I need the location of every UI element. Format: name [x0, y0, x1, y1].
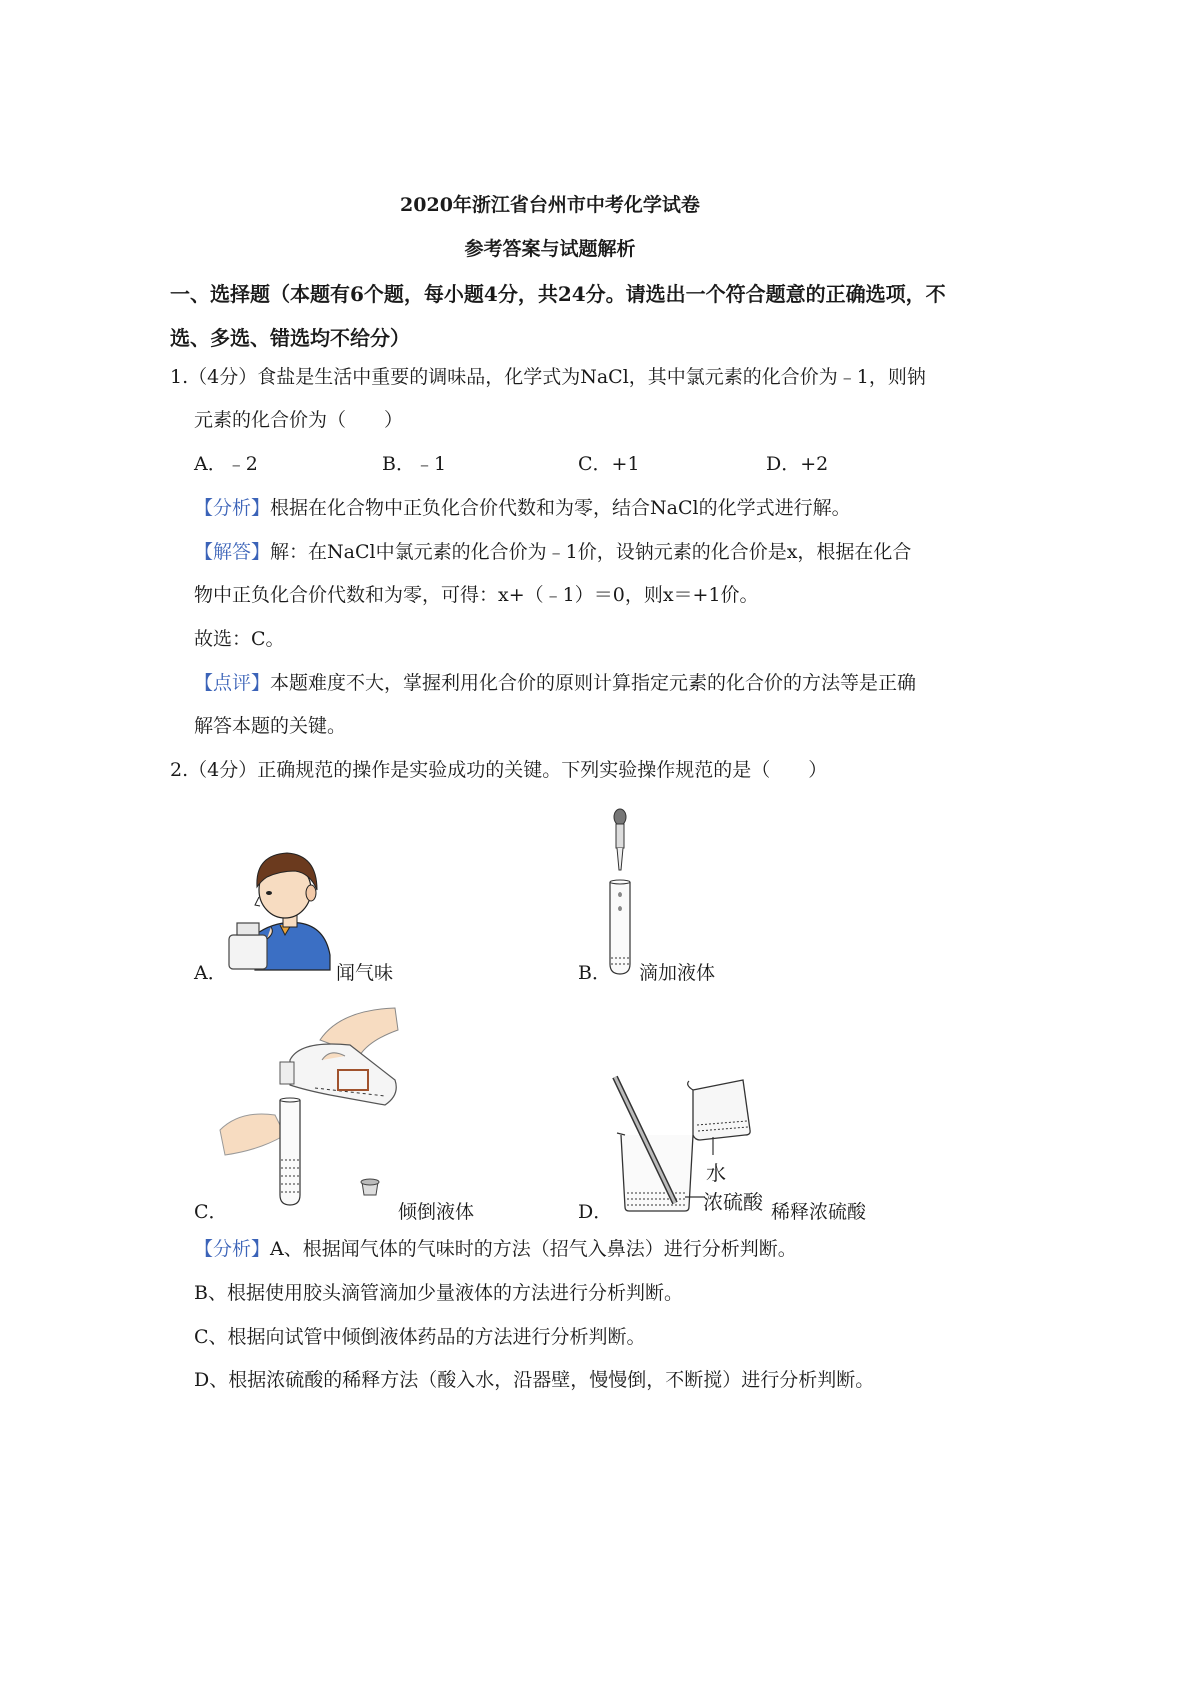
section-heading-line2: 选、多选、错选均不给分）	[170, 326, 410, 350]
q1-option-b: B．﹣1	[382, 453, 447, 475]
q1-answer-line1: 【解答】解：在NaCl中氯元素的化合价为﹣1价，设钠元素的化合价是x，根据在化合	[194, 541, 912, 563]
comment-tag: 【点评】	[194, 672, 271, 694]
figure-dropper	[600, 808, 640, 978]
q2-analysis-c: C、根据向试管中倾倒液体药品的方法进行分析判断。	[194, 1326, 646, 1348]
figure-d-label-acid: 浓硫酸	[703, 1190, 763, 1214]
figure-c-letter: C．	[194, 1201, 228, 1223]
page-title: 2020年浙江省台州市中考化学试卷	[400, 194, 700, 216]
figure-a-caption: 闻气味	[336, 962, 394, 984]
figure-d-caption: 稀释浓硫酸	[771, 1201, 867, 1223]
figure-d-letter: D．	[578, 1201, 613, 1223]
q1-stem-line1: 1.（4分）食盐是生活中重要的调味品，化学式为NaCl，其中氯元素的化合价为﹣1，则钠	[170, 366, 926, 388]
section-heading-line1: 一、选择题（本题有6个题，每小题4分，共24分。请选出一个符合题意的正确选项，不	[170, 282, 946, 306]
q1-choice: 故选：C。	[194, 628, 285, 650]
answer-tag: 【解答】	[194, 541, 271, 563]
figure-d-label-water: 水	[706, 1161, 726, 1185]
q1-option-a: A．﹣2	[194, 453, 258, 475]
q2-stem: 2.（4分）正确规范的操作是实验成功的关键。下列实验操作规范的是（ ）	[170, 759, 828, 781]
figure-b-letter: B．	[578, 962, 611, 984]
q2-analysis-d: D、根据浓硫酸的稀释方法（酸入水，沿器壁，慢慢倒，不断搅）进行分析判断。	[194, 1369, 875, 1391]
q1-comment-line2: 解答本题的关键。	[194, 715, 347, 737]
analysis-tag: 【分析】	[194, 497, 271, 519]
analysis-tag: 【分析】	[194, 1238, 271, 1260]
figure-pouring	[220, 1000, 400, 1210]
figure-a-letter: A．	[194, 962, 227, 984]
figure-c-caption: 倾倒液体	[398, 1201, 475, 1223]
q1-option-d: D．+2	[766, 453, 829, 475]
figure-smell-gas	[225, 835, 345, 970]
q1-answer-line2: 物中正负化合价代数和为零，可得：x+（﹣1）＝0，则x＝+1价。	[194, 584, 759, 606]
q1-analysis: 【分析】根据在化合物中正负化合价代数和为零，结合NaCl的化学式进行解。	[194, 497, 851, 519]
page-subtitle: 参考答案与试题解析	[464, 238, 636, 260]
figure-b-caption: 滴加液体	[639, 962, 716, 984]
q2-analysis-a: 【分析】A、根据闻气体的气味时的方法（招气入鼻法）进行分析判断。	[194, 1238, 797, 1260]
q1-comment-line1: 【点评】本题难度不大，掌握利用化合价的原则计算指定元素的化合价的方法等是正确	[194, 672, 917, 694]
q1-option-c: C．+1	[578, 453, 640, 475]
q1-stem-line2: 元素的化合价为（ ）	[194, 409, 404, 431]
q2-analysis-b: B、根据使用胶头滴管滴加少量液体的方法进行分析判断。	[194, 1282, 683, 1304]
